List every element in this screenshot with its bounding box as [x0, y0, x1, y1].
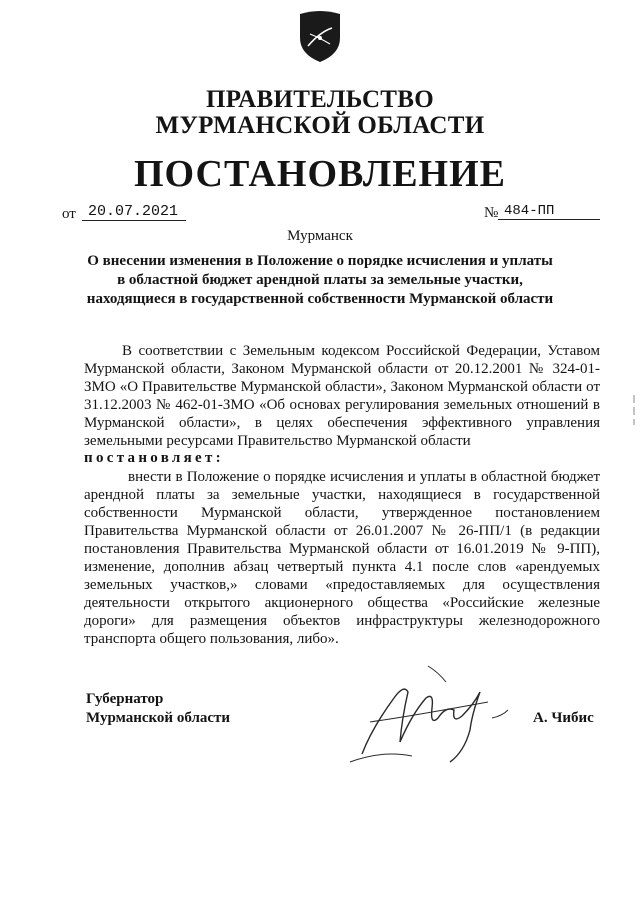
- signer-title-line1: Губернатор: [86, 691, 164, 707]
- document-type-title: ПОСТАНОВЛЕНИЕ: [133, 153, 507, 195]
- preamble-paragraph: В соответствии с Земельным кодексом Российской Федерации, Уставом Мурманской области, Законом Мурманской области от 20.12.2001 № 324-01-ЗМО «О Правительстве Мурманской области», Законом Мурманской области от 31.12.2003 № 462-01-ЗМО «Об основах регулирования земельных отношений в Мурманской области», в целях обеспечения эффективного управления земельными ресурсами Правительство Мурманской области: [84, 343, 600, 449]
- document-date: 20.07.2021: [82, 203, 186, 221]
- government-title: ПРАВИТЕЛЬСТВО: [206, 86, 434, 113]
- coat-of-arms-icon: [296, 8, 344, 64]
- region-title: МУРМАНСКОЙ ОБЛАСТИ: [155, 112, 485, 139]
- document-subject: О внесении изменения в Положение о порядке исчисления и уплаты в областной бюджет арендной платы за земельные участки, находящиеся в государственной собственности Мурманской области: [86, 253, 554, 307]
- resolution-paragraph: внести в Положение о порядке исчисления и уплаты в областной бюджет арендной платы за земельные участки, находящиеся в государственной собственности Мурманской области, утвержденное постановлением Правительства Мурманской области от 26.01.2007 № 26-ПП/1 (в редакции постановления Правительства Мурманской области от 16.01.2019 № 9-ПП), изменение, дополнив абзац четвертый пункта 4.1 после слов «арендуемых земельных участков,» словами «предоставляемых для осуществления деятельности открытого акционерного общества «Российские железные дороги» для размещения объектов инфраструктуры железнодорожного транспорта общего пользования, либо».: [84, 469, 600, 647]
- document-number: 484-ПП: [498, 203, 600, 220]
- city-name: Мурманск: [287, 228, 353, 244]
- resolves-word: постановляет:: [84, 450, 224, 466]
- number-label: №: [484, 205, 499, 221]
- handwritten-signature-icon: [342, 658, 522, 778]
- scan-edge-mark: [631, 395, 637, 425]
- signer-title-line2: Мурманской области: [86, 710, 231, 726]
- signer-name: А. Чибис: [533, 710, 594, 726]
- signer-title: [86, 690, 230, 728]
- date-label: от: [62, 206, 76, 222]
